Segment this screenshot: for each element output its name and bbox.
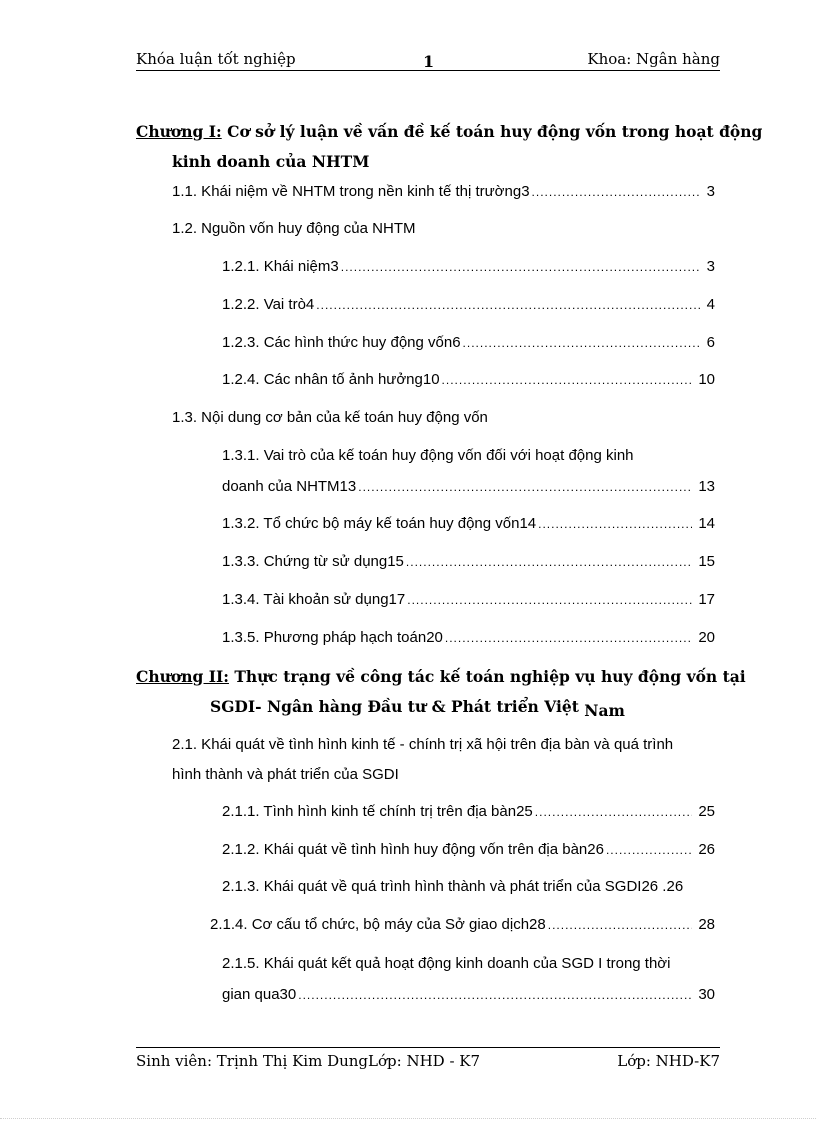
chapter-1-title-line2: kinh doanh của NHTM (172, 152, 370, 171)
toc-entry-page: 6 (706, 334, 715, 351)
toc-entry-title: 2.1.1. Tình hình kinh tế chính trị trên địa bàn25 (222, 803, 533, 820)
dot-leader (404, 555, 692, 569)
toc-entry-1-2-1[interactable] (222, 258, 715, 275)
dot-leader (536, 517, 692, 531)
chapter-1-label: Chương I: (136, 122, 222, 141)
toc-section-1-3[interactable]: 1.3. Nội dung cơ bản của kế toán huy động vốn (172, 409, 488, 426)
toc-entry-title: doanh của NHTM13 (222, 478, 357, 495)
toc-entry-title: 1.3.2. Tổ chức bộ máy kế toán huy động vốn14 (222, 515, 537, 532)
toc-entry-page: 10 (698, 371, 715, 388)
toc-entry-1-3-4[interactable] (222, 591, 715, 608)
toc-entry-2-1-3[interactable]: 2.1.3. Khái quát về quá trình hình thành và phát triển của SGDI26 .26 (222, 878, 684, 895)
toc-entry-page: 26 (666, 878, 684, 895)
toc-section-1-2[interactable]: 1.2. Nguồn vốn huy động của NHTM (172, 220, 416, 237)
toc-entry-title: 1.2.2. Vai trò4 (222, 296, 315, 313)
dot-leader (339, 260, 701, 274)
toc-entry-2-1-1[interactable] (222, 803, 715, 820)
toc-entry-1-2-4[interactable] (222, 371, 715, 388)
toc-entry-title: 1.2.3. Các hình thức huy động vốn6 (222, 334, 461, 351)
toc-entry-1-1[interactable] (172, 183, 715, 200)
toc-entry-2-1-4[interactable] (210, 916, 715, 933)
dot-leader (533, 805, 693, 819)
toc-entry-1-3-5[interactable] (222, 629, 715, 646)
header-thesis-label: Khóa luận tốt nghiệp (136, 50, 296, 68)
toc-entry-page: 26 (698, 841, 715, 858)
toc-entry-title: 2.1.2. Khái quát về tình hình huy động vốn trên địa bàn26 (222, 841, 604, 858)
toc-entry-1-3-2[interactable] (222, 515, 715, 532)
toc-entry-page: 3 (706, 258, 715, 275)
dot-leader (296, 988, 692, 1002)
dot-leader (530, 185, 701, 199)
toc-section-2-1-line1[interactable]: 2.1. Khái quát về tình hình kinh tế - chính trị xã hội trên địa bàn và quá trình (172, 736, 674, 753)
header-faculty-label: Khoa: Ngân hàng (587, 50, 720, 68)
toc-entry-page: 28 (698, 916, 715, 933)
toc-entry-title: 1.3.3. Chứng từ sử dụng15 (222, 553, 404, 570)
toc-entry-page: 25 (698, 803, 715, 820)
toc-entry-page: 15 (698, 553, 715, 570)
toc-entry-1-3-1[interactable] (222, 478, 715, 495)
footer-rule (136, 1047, 720, 1048)
toc-entry-title: 1.3.5. Phương pháp hạch toán20 (222, 629, 443, 646)
header-rule (136, 70, 720, 71)
toc-entry-title: gian qua30 (222, 986, 297, 1003)
chapter-2-title-line2: SGDI- Ngân hàng Đầu tư & Phát triển Việt (210, 697, 579, 716)
toc-entry-page: 17 (698, 591, 715, 608)
dot-leader (314, 298, 700, 312)
footer-class-label: Lớp: NHD-K7 (617, 1052, 720, 1070)
toc-entry-2-1-5-line1[interactable]: 2.1.5. Khái quát kết quả hoạt động kinh doanh của SGD I trong thời (222, 955, 671, 972)
footer-student-info: Sinh viên: Trịnh Thị Kim DungLớp: NHD - K7 (136, 1052, 481, 1070)
toc-section-2-1-line2[interactable]: hình thành và phát triển của SGDI (172, 766, 399, 783)
chapter-1-heading (136, 122, 762, 141)
toc-entry-1-2-3[interactable] (222, 334, 715, 351)
page-edge-divider (0, 1118, 816, 1119)
toc-entry-1-3-1-line1[interactable]: 1.3.1. Vai trò của kế toán huy động vốn đối với hoạt động kinh (222, 447, 634, 464)
chapter-2-title-line1: Thực trạng về công tác kế toán nghiệp vụ huy động vốn tại (234, 667, 746, 686)
chapter-2-label: Chương II: (136, 667, 229, 686)
toc-entry-title: 1.3.4. Tài khoản sử dụng17 (222, 591, 406, 608)
dot-leader (443, 631, 692, 645)
dot-leader (356, 480, 692, 494)
toc-entry-2-1-2[interactable] (222, 841, 715, 858)
dot-leader (440, 373, 693, 387)
page-header (136, 50, 720, 72)
header-page-number: 1 (423, 52, 435, 71)
toc-entry-page: 14 (698, 515, 715, 532)
toc-entry-page: 4 (706, 296, 715, 313)
toc-entry-title: 1.1. Khái niệm về NHTM trong nền kinh tế thị trường3 (172, 183, 530, 200)
toc-entry-page: 13 (698, 478, 715, 495)
dot-leader (546, 918, 693, 932)
toc-entry-title: 2.1.3. Khái quát về quá trình hình thành và phát triển của SGDI26 (222, 878, 659, 895)
toc-entry-page: 3 (706, 183, 715, 200)
toc-entry-title: 2.1.4. Cơ cấu tổ chức, bộ máy của Sở giao dịch28 (210, 916, 546, 933)
chapter-1-title-line1: Cơ sở lý luận về vấn đề kế toán huy động vốn trong hoạt động (227, 122, 763, 141)
toc-entry-1-3-3[interactable] (222, 553, 715, 570)
dot-leader (405, 593, 692, 607)
toc-entry-title: 1.2.1. Khái niệm3 (222, 258, 339, 275)
toc-entry-title: 1.2.4. Các nhân tố ảnh hưởng10 (222, 371, 440, 388)
toc-entry-1-2-2[interactable] (222, 296, 715, 313)
dot-leader (604, 843, 692, 857)
chapter-2-title-line2-wrap (210, 697, 625, 720)
dot-leader (461, 336, 701, 350)
chapter-2-heading (136, 667, 746, 686)
page-footer (136, 1052, 720, 1074)
toc-entry-page: 30 (698, 986, 715, 1003)
chapter-2-title-tail: Nam (584, 701, 625, 720)
toc-entry-page: 20 (698, 629, 715, 646)
toc-entry-2-1-5[interactable] (222, 986, 715, 1003)
